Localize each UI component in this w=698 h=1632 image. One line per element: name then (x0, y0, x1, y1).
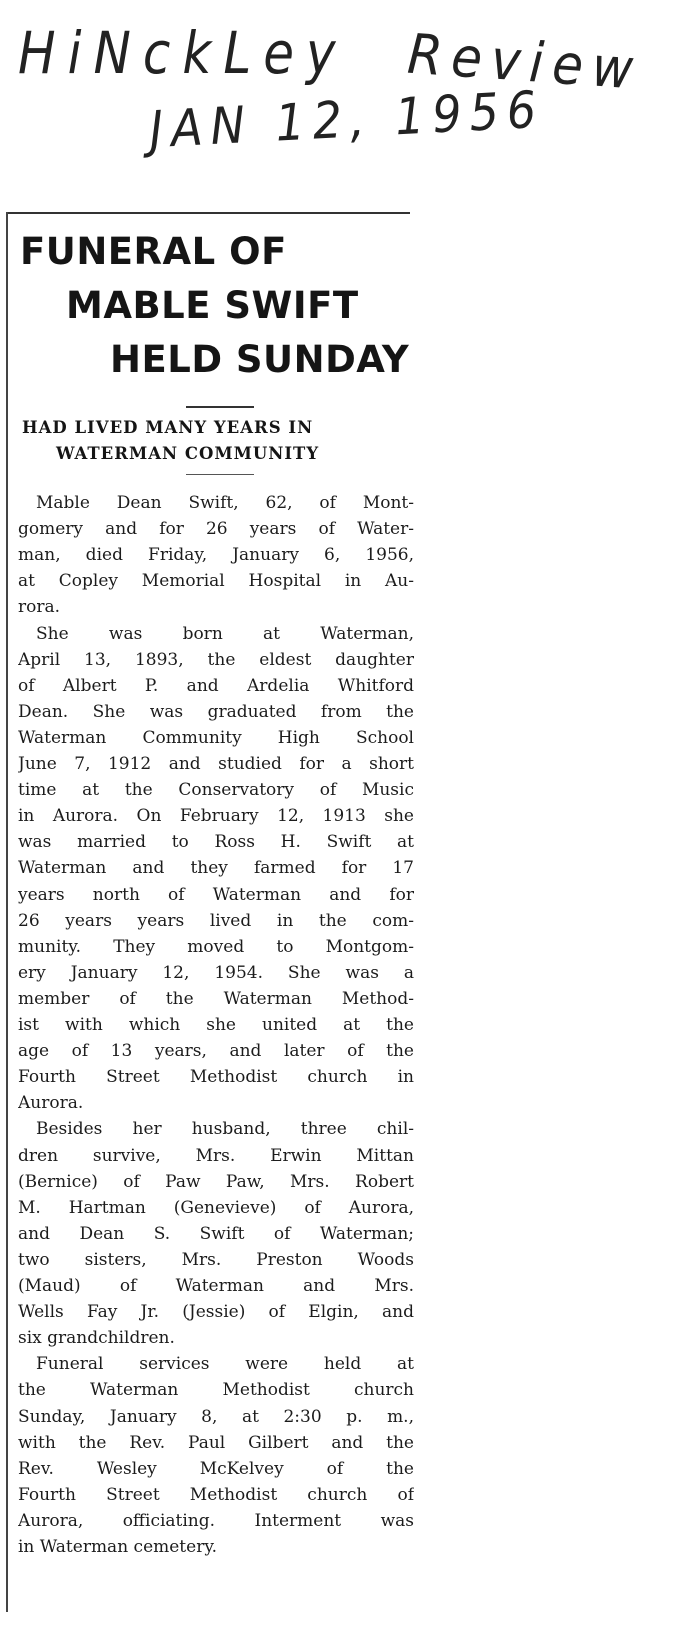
article-line: Funeral services were held at (36, 1354, 414, 1375)
headline-divider (186, 406, 254, 408)
article-line: with the Rev. Paul Gilbert and the (18, 1432, 414, 1453)
headline-line-1: FUNERAL OF (20, 230, 287, 273)
article-line: April 13, 1893, the eldest daughter (18, 649, 414, 670)
column-left-rule (6, 212, 8, 1612)
article-line: ist with which she united at the (18, 1015, 414, 1035)
article-line: gomery and for 26 years of Water- (18, 519, 414, 540)
article-line: was married to Ross H. Swift at (18, 832, 414, 853)
subheadline-divider (186, 474, 254, 475)
article-line: age of 13 years, and later of the (18, 1041, 414, 1062)
article-line: (Maud) of Waterman and Mrs. (18, 1276, 414, 1296)
headline-line-3: HELD SUNDAY (110, 338, 410, 381)
article-line: Aurora, officiating. Interment was (18, 1510, 414, 1531)
article-line: at Copley Memorial Hospital in Au- (18, 571, 414, 592)
article-line: in Aurora. On February 12, 1913 she (18, 806, 414, 827)
article-line: June 7, 1912 and studied for a short (18, 754, 414, 774)
handwritten-newspaper-name-second-word: Review (405, 22, 645, 103)
handwritten-date: JAN 12, 1956 (148, 79, 546, 160)
article-line: Dean. She was graduated from the (18, 701, 414, 722)
article-line: Rev. Wesley McKelvey of the (18, 1458, 414, 1479)
article-line: She was born at Waterman, (36, 623, 414, 644)
article-line: Waterman and they farmed for 17 (18, 858, 414, 879)
article-line: two sisters, Mrs. Preston Woods (18, 1249, 414, 1270)
article-line: ery January 12, 1954. She was a (18, 962, 414, 983)
article-line: Mable Dean Swift, 62, of Mont- (36, 493, 414, 513)
article-line: the Waterman Methodist church (18, 1380, 414, 1401)
column-top-rule (6, 212, 410, 214)
handwritten-newspaper-name: HiNckLey (18, 20, 348, 87)
article-line: in Waterman cemetery. (18, 1537, 218, 1557)
article-line: member of the Waterman Method- (18, 988, 414, 1009)
article-line: Fourth Street Methodist church of (18, 1484, 414, 1505)
article-line: years north of Waterman and for (18, 884, 414, 905)
article-line: M. Hartman (Genevieve) of Aurora, (18, 1197, 414, 1218)
headline-line-2: MABLE SWIFT (66, 284, 359, 327)
subheadline-line-2: WATERMAN COMMUNITY (56, 444, 320, 463)
article-line: rora. (18, 597, 61, 618)
article-line: six grandchildren. (18, 1328, 175, 1349)
article-line: munity. They moved to Montgom- (18, 936, 414, 957)
article-line: time at the Conservatory of Music (18, 780, 414, 801)
article-line: Besides her husband, three chil- (36, 1119, 414, 1140)
article-line: Wells Fay Jr. (Jessie) of Elgin, and (18, 1302, 414, 1323)
article-line: 26 years years lived in the com- (18, 910, 414, 931)
article-line: and Dean S. Swift of Waterman; (18, 1223, 414, 1244)
article-line: Waterman Community High School (18, 727, 414, 748)
article-line: dren survive, Mrs. Erwin Mittan (18, 1145, 414, 1166)
article-line: Aurora. (18, 1093, 84, 1114)
article-line: Sunday, January 8, at 2:30 p. m., (18, 1406, 414, 1427)
article-line: man, died Friday, January 6, 1956, (18, 545, 414, 566)
subheadline-line-1: HAD LIVED MANY YEARS IN (22, 418, 314, 437)
newspaper-clipping (6, 212, 416, 1612)
article-line: (Bernice) of Paw Paw, Mrs. Robert (18, 1171, 414, 1192)
article-line: of Albert P. and Ardelia Whitford (18, 675, 414, 696)
article-line: Fourth Street Methodist church in (18, 1067, 414, 1088)
